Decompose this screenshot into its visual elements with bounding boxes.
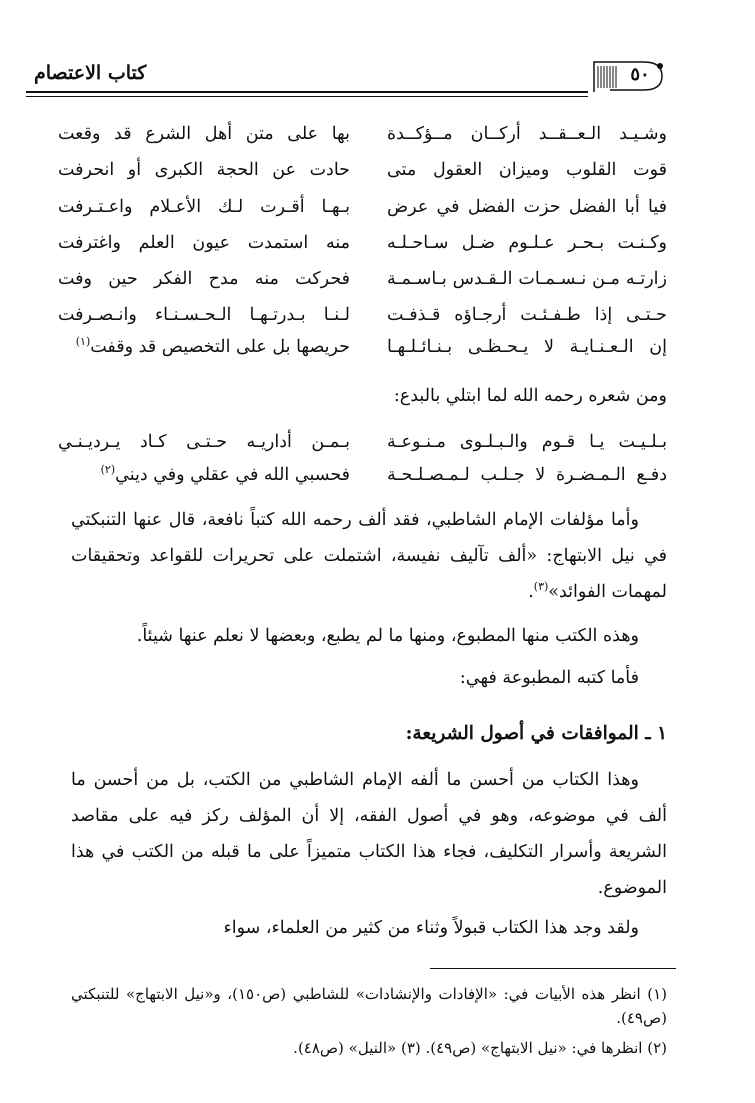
verse-row bbox=[0, 226, 755, 260]
verse-second-hemistich: فحركت منه مدح الفكر حين وفت bbox=[58, 269, 350, 289]
verse-second-hemistich: بـهـا أقـرت لـك الأعـلام واعـتـرفت bbox=[58, 197, 350, 217]
verse-second-hemistich: منه استمدت عيون العلم واغترفت bbox=[58, 233, 350, 253]
footnote-marker: (٣) bbox=[533, 580, 549, 594]
verse-row bbox=[0, 117, 755, 151]
section-heading: ١ ـ الموافقات في أصول الشريعة: bbox=[405, 723, 667, 744]
verse-row bbox=[0, 330, 755, 364]
verse-first-hemistich: دفـع الـمـضـرة لا جـلـب لـمـصـلـحـة bbox=[387, 465, 667, 485]
page-number-badge bbox=[590, 58, 666, 94]
footnote-marker: (١) bbox=[75, 335, 91, 349]
verse-second-hemistich: بها على متن أهل الشرع قد وقعت bbox=[58, 124, 350, 144]
verse-first-hemistich: فيا أبا الفضل حزت الفضل في عرض bbox=[387, 197, 667, 217]
verse-second-hemistich bbox=[58, 330, 350, 364]
footnote-marker: (٢) bbox=[100, 463, 116, 477]
verse-row bbox=[0, 190, 755, 224]
verse-first-hemistich: حـتـى إذا طـفـئـت أرجـاؤه قـذفـت bbox=[387, 305, 667, 325]
footnote-divider bbox=[430, 968, 676, 969]
footnote-2-3: (٢) انظرها في: «نيل الابتهاج» (ص٤٩). (٣) «النيل» (ص٤٨). bbox=[293, 1039, 667, 1057]
paragraph-end: . bbox=[528, 582, 534, 602]
verse-text: فحسبي الله في عقلي وفي ديني bbox=[115, 465, 350, 485]
verse-second-hemistich bbox=[58, 458, 350, 492]
paragraph-printed-intro: فأما كتبه المطبوعة فهي: bbox=[459, 668, 639, 688]
verse-first-hemistich: وشـيـد الـعــقــد أركــان مــؤكــدة bbox=[387, 124, 667, 144]
verse-row bbox=[0, 425, 755, 459]
page-number: ٥٠ bbox=[630, 64, 650, 85]
running-title: كتاب الاعتصام bbox=[34, 62, 147, 84]
page-header bbox=[26, 52, 674, 102]
verse-row bbox=[0, 458, 755, 492]
footnote-1: (١) انظر هذه الأبيات في: «الإفادات والإنشادات» للشاطبي (ص١٥٠)، و«نيل الابتهاج» للتنبكتي (ص٤٩). bbox=[71, 985, 667, 1027]
verse-second-hemistich: حادت عن الحجة الكبرى أو انحرفت bbox=[58, 160, 350, 180]
paragraph-muwafaqat: وهذا الكتاب من أحسن ما ألفه الإمام الشاطبي من الكتب، بل من أحسن ما ألف في موضوعه، وهو في أصول الفقه، إلا أن المؤلف ركز فيه على مقاصد الشريعة وأسرار التكليف، فجاء هذا الكتاب متميزاً على ما قبله من الكتب في هذا الموضوع. bbox=[71, 770, 667, 898]
header-rule bbox=[26, 91, 588, 93]
header-rule-thin bbox=[26, 96, 588, 97]
verse-first-hemistich: إن الـعـنـايـة لا يـحـظـى بـنـائـلـهـا bbox=[387, 337, 667, 357]
verse-first-hemistich: بـلـيـت يـا قـوم والـبـلـوى مـنـوعـة bbox=[387, 432, 667, 452]
verse-text: حريصها بل على التخصيص قد وقفت bbox=[90, 337, 350, 357]
verse-first-hemistich: وكـنـت بـحـر عـلـوم ضـل سـاحـلـه bbox=[387, 233, 667, 253]
verse-row bbox=[0, 262, 755, 296]
verse-first-hemistich: قوت القلوب وميزان العقول متى bbox=[387, 160, 667, 180]
paragraph-reception: ولقد وجد هذا الكتاب قبولاً وثناء من كثير من العلماء، سواء bbox=[223, 918, 639, 938]
paragraph-works bbox=[71, 502, 667, 610]
paragraph-printed-status: وهذه الكتب منها المطبوع، ومنها ما لم يطبع، وبعضها لا نعلم عنها شيئاً. bbox=[136, 626, 639, 646]
poem-intro: ومن شعره رحمه الله لما ابتلي بالبدع: bbox=[393, 386, 667, 406]
verse-second-hemistich: لـنـا بـدرتـهـا الـحـسـنـاء وانـصـرفت bbox=[58, 305, 350, 325]
verse-row bbox=[0, 153, 755, 187]
verse-row bbox=[0, 298, 755, 332]
verse-first-hemistich: زارتـه مـن نـسـمـات الـقـدس بـاسـمـة bbox=[387, 269, 667, 289]
paragraph-text: وأما مؤلفات الإمام الشاطبي، فقد ألف رحمه الله كتباً نافعة، قال عنها التنبكتي في نيل الابتهاج: «ألف تآليف نفيسة، اشتملت على تحريرات للقواعد وتحقيقات لمهمات الفوائد» bbox=[71, 510, 667, 602]
verse-second-hemistich: بـمـن أداريـه حـتـى كـاد يـرديـنـي bbox=[58, 432, 350, 452]
